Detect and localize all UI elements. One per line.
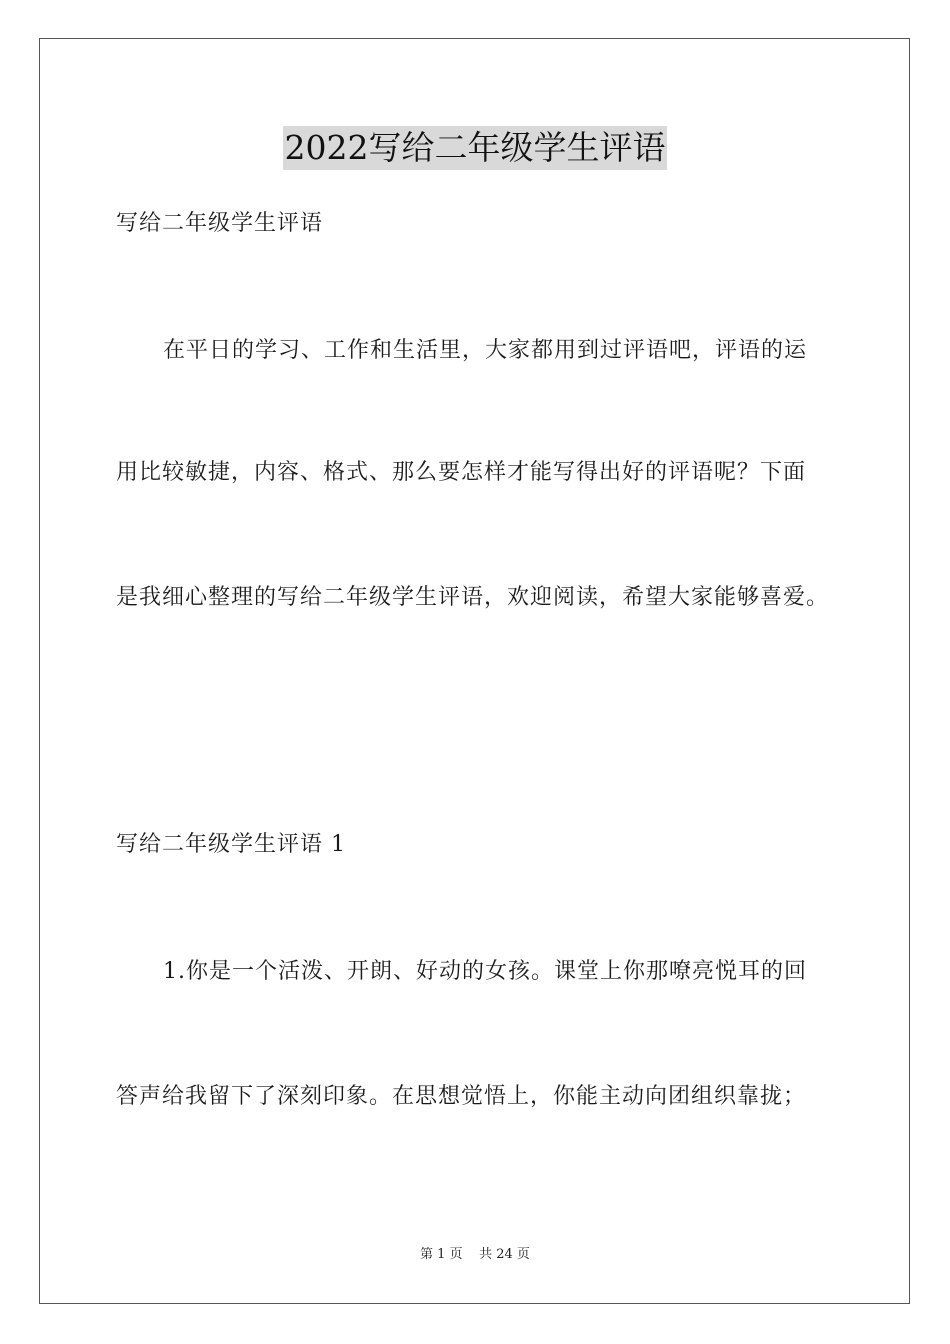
intro-line-2: 用比较敏捷，内容、格式、那么要怎样才能写得出好的评语呢？下面 <box>116 460 807 485</box>
page-number: 第 1 页 <box>420 1247 463 1262</box>
intro-line-3: 是我细心整理的写给二年级学生评语，欢迎阅读，希望大家能够喜爱。 <box>116 585 830 610</box>
page-total: 共 24 页 <box>479 1247 530 1262</box>
document-subtitle: 写给二年级学生评语 <box>116 211 324 236</box>
section-line-1: 1.你是一个活泼、开朗、好动的女孩。课堂上你那嘹亮悦耳的回 <box>163 959 807 984</box>
document-title: 2022写给二年级学生评语 <box>283 126 668 170</box>
title-container <box>0 126 950 170</box>
section-line-2: 答声给我留下了深刻印象。在思想觉悟上，你能主动向团组织靠拢； <box>116 1084 807 1109</box>
section-heading: 写给二年级学生评语 1 <box>116 832 346 857</box>
page-footer <box>0 1246 950 1264</box>
intro-line-1: 在平日的学习、工作和生活里，大家都用到过评语吧，评语的运 <box>163 338 808 363</box>
